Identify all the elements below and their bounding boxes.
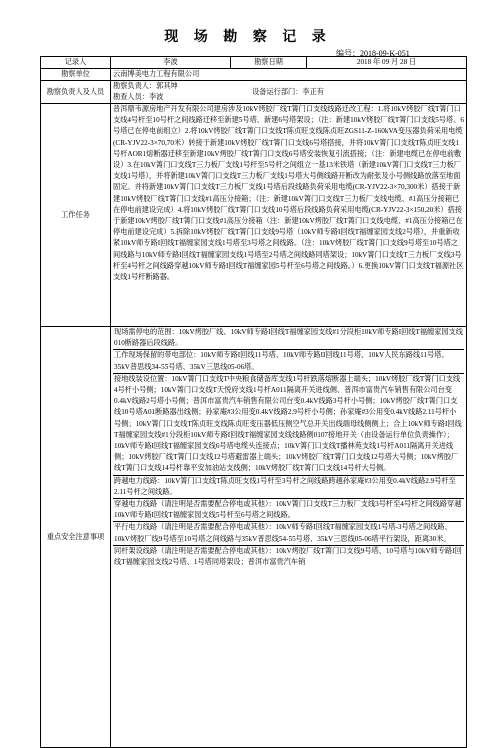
recorder-value: 李波 (111, 57, 231, 69)
key-point-paragraph: 平行电力线路（请注明是否需要配合停电或其他）：10kV师专路I回线T福缠家园支线1号塔-3号塔之间线路、10kV烤胶厂线9号塔至10号塔之间线路与35kV普思线54-55号塔、35kV三思线05-06塔平行架设，距离30米。 (113, 522, 464, 545)
recorder-label: 记录人 (41, 57, 111, 69)
key-points-cell (111, 327, 467, 748)
task-label: 工作任务 (41, 104, 111, 327)
unit-value: 云南博美电力工程有限公司 (111, 69, 467, 81)
crew-row (41, 81, 467, 104)
key-point-paragraph: 接地线装设位置：10kV箐门口支线T中央粮食储备库支线1号杆跌落熔断器上端头；10kV烤胶厂线T箐门口支线4号杆小号侧；10kV箐门口支线T天悦府支线1号杆A011隔离开关进线侧、普洱市富贵汽车销售有限公司台变0.4kV线路2号塔小号侧；普洱市富贵汽车销售有限公司台变0.4kV线路3号杆小号侧；10kV烤胶厂线T箐门口支线10号塔A01断路器出线侧；孙家庵#3公用变0.4kV线路2.9号杆小号侧；孙家庵#3公用变0.4kV线路2.11号杆小号侧；10kV箐门口支线T陈贞旺支线陈贞旺变压器低压侧空气总开关出线端母线侧侧上；合上10kV师专路I回线T福缠家园支线#1分段柜10kV师专路I回线T福缠家园支线线路侧0107接地开关（由设备运行单位负责操作）；10kV师专路I回线T福缠家园支线6号塔电缆头连接点；10kV箐门口支线T播林苑支线1号杆A011隔离开关进线侧；10kV烤胶厂线T箐门口支线12号塔避雷器上端头；10kV烤胶厂线T箐门口支线12号塔大号侧；10kV烤胶厂线T箐门口支线14号杆靠平安加油站支线侧；10kV烤胶厂线T箐门口支线14号杆大号侧。 (113, 374, 464, 476)
key-point-paragraph: 现场需停电的范围：10kV烤胶厂线、10kV师专路I回线T福缠家园支线#1分段柜10kV师专路I回线T福缠家园支线010断路器后段线路。 (113, 327, 464, 350)
key-point-paragraph: 同杆架设线路（请注明是否需要配合停电或其他）：10kV烤胶厂线T箐门口支线9号塔、10号塔与10kV师专路I回线T福缠家园支线2号塔、1号塔同塔架设；普洱市富贵汽车销 (114, 546, 462, 567)
date-value: 2018 年 09 月 28 日 (307, 57, 467, 69)
crew-member: 勘查人员：李波 (113, 93, 164, 101)
survey-table (40, 56, 467, 748)
key-point-paragraph: 工作现场保留的带电部位：10kV师专路I回线11号塔、10kV师专路II回线11号塔、10kV人民东路线11号塔、35kV普思线34-55号塔、35kV三思线05-06塔。 (113, 350, 464, 373)
key-points-row (41, 327, 467, 748)
serial-number: 编号：2018-09-K-051 (336, 49, 410, 58)
crew-leader: 勘察负责人：郭其坤 (113, 82, 178, 90)
task-text: 普洱鼎韦源房地产开发有限公司建房涉及10kV烤胶厂线T箐门口支线线路迁改工程：1.将10kV烤胶厂线T箐门口支线4号杆至10号杆之间线路迁移至新建5号塔、新建6号塔架设；（注：新建10kV烤胶厂线T箐门口支线5号塔、6号塔已在停电前组立）2.将10kV烤胶厂线T箐门口支线T陈贞旺支线陈贞旺ZGS11-Z-160kVA变压器负荷采用电缆(CR-YJV22-3×70,70米）转接于新建10kV烤胶厂线T箐门口支线6号塔搭接，并将10kV箐门口支线T陈贞旺支线1号杆AOR1熔断器迁移至新建10kV烤胶厂线T箐门口支线6号塔安装恢复引流搭接；（注：新建电缆已在停电前敷设）3.在10kV箐门口支线T三力板厂支线1号杆至5号杆之间组立一基13米铁塔（新建10kV箐门口支线T三力板厂支线1号塔），并将新建10kV箐门口支线T三力板厂支线1号塔大号侧线路开断改为耐张及小号侧线路放落至地面固定。并将新建10kV箐门口支线T三力板厂支线1号塔后段线路负荷采用电缆(CR-YJV22-3×70,300米）搭接于新建10kV烤胶厂线T箐门口支线#1高压分接箱；（注：新建10kV箐门口支线T三力板厂支线电缆、#1高压分接箱已在停电前建设完成）4.将10kV烤胶厂线T箐门口支线10号塔后段线路负荷采用电缆(CR-YJV22-3×150,20米）搭接于新建10kV烤胶厂线T箐门口支线#1高压分接箱（注：新建10kV烤胶厂线T箐门口支线电缆、#1高压分接箱已在停电前建设完成）5.拆除10kV烤胶厂线T箐门口支线9号塔（10kV师专路I回线T福缠家园支线2号塔），并重新收紧10kV师专路I回线T福缠家园支线1号塔至3号塔之间线路。（注：10kV烤胶厂线T箐门口支线9号塔至10号塔之间线路与10kV师专路I回线T福缠家园支线1号塔至2号塔之间线路同塔架设；10kV箐门口支线T三力板厂支线3号杆至4号杆之间线路穿越10kV师专路I回线T福缠家园5号杆至6号塔之间线路。）6.更换10kV箐门口支线T福源社区支线1号杆断路器。 (111, 104, 467, 327)
crew-label: 勘察负责人及人员 (41, 81, 111, 104)
header-row (41, 57, 467, 69)
page-title: 现 场 勘 察 记 录 (164, 30, 332, 45)
key-points-label: 重点安全注意事项 (41, 327, 111, 748)
crew-cell (111, 81, 467, 104)
key-point-paragraph: 跨越电力线路：10kV箐门口支线T陈贞旺支线1号杆至3号杆之间线路跨越孙家庵#3公用变0.4kV线路2.9号杆至2.11号杆之间线路。 (113, 476, 464, 499)
key-point-paragraph: 穿越电力线路（请注明是否需要配合停电或其他）：10kV箐门口支线T三力板厂支线3号杆至4号杆之间线路穿越10kV师专路I回线T福缠家园支线5号杆至6号塔之间线路。 (113, 499, 464, 522)
date-label: 勘察日期 (231, 57, 307, 69)
unit-label: 勘察单位 (41, 69, 111, 81)
unit-row (41, 69, 467, 81)
task-row (41, 104, 467, 327)
ops-unit: 设备运行部门：李正有 (252, 87, 324, 96)
